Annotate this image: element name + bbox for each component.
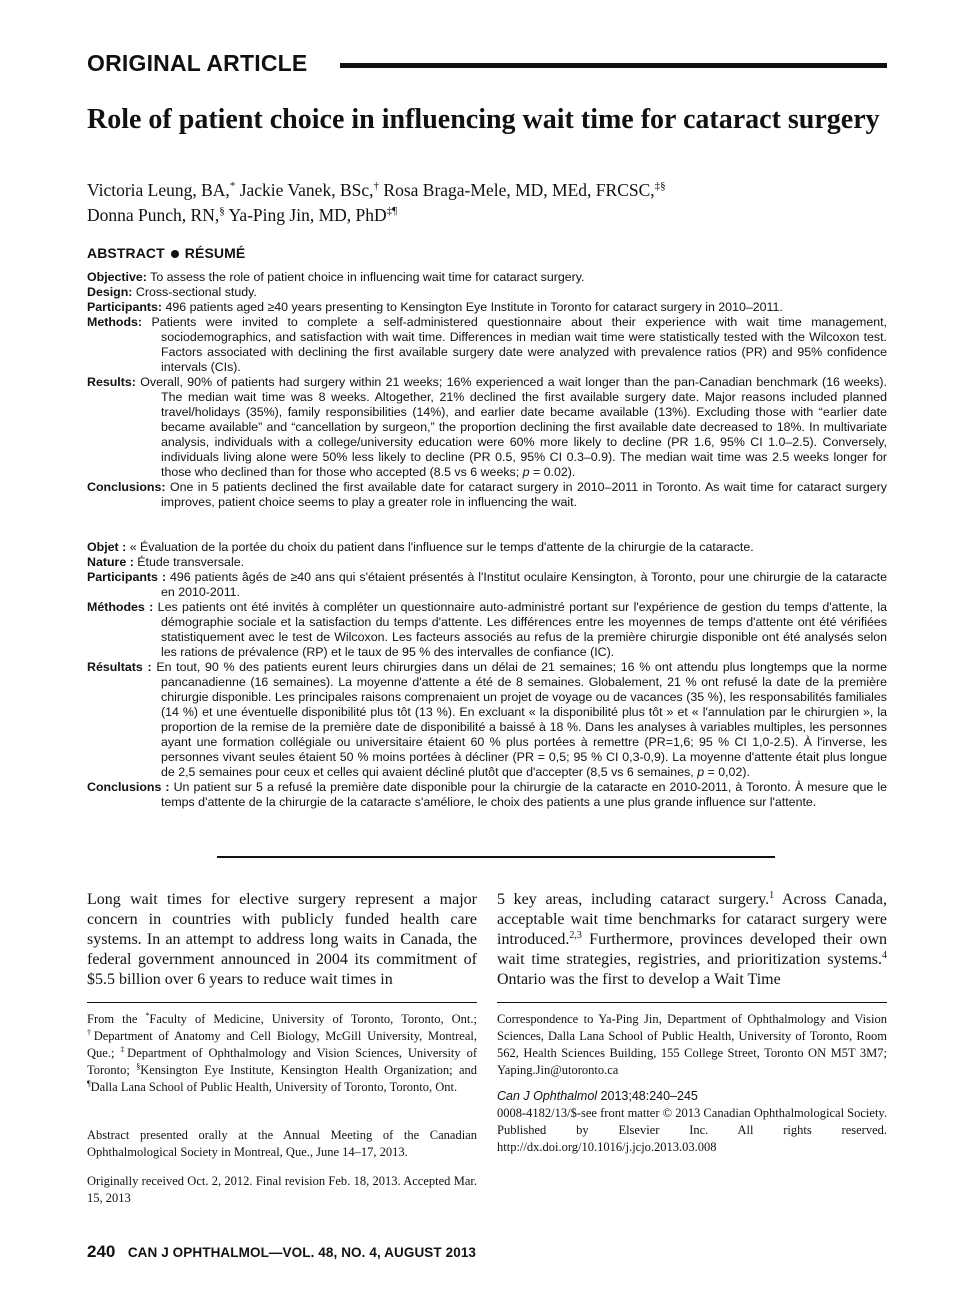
body-text: Ontario was the first to develop a Wait Time	[497, 971, 781, 988]
article-title: Role of patient choice in influencing wait time for cataract surgery	[87, 104, 880, 135]
abstract-conclusions	[87, 480, 887, 510]
footnote-text: Department of Ophthalmology and Vision Sciences, University of Toronto;	[87, 1046, 477, 1077]
abstract-methods	[87, 315, 887, 375]
bullet-icon	[171, 250, 179, 258]
resume-methodes	[87, 600, 887, 660]
author-affiliation-mark: §	[219, 205, 225, 217]
author-name: Ya-Ping Jin, MD, PhD	[228, 205, 387, 225]
author-affiliation-mark: †	[373, 180, 380, 192]
author-affiliation-mark: ‡¶	[386, 205, 398, 217]
abstract-text: En tout, 90 % des patients eurent leurs chirurgies dans un délai de 21 semaines; 16 % ont attendu plus longtemps que la norme pancanadienne (16 semaines). La moyenne d'attente a été de 8 semaines. Globalement, 21 % ont refusé la date de la première chirurgie disponible. Les principales raisons comprenaient un projet de voyage ou de vacances (35 %), les responsabilités familiales (14 %) et une éventuelle disponibilité plus tôt (13 %). En excluant « la disponibilité plus tôt » et « l'annulation par le chirurgien », la proportion de la remise de la première date de disponibilité a baissé à 18 %. Dans les analyses à variables multiples, les personnes ayant une formation collégiale ou universitaire étaient 60 % plus portées à remettre (PR=1,6; 95 % CI 1,0-2.5). À l'inverse, les personnes vivant seules étaient 50 % moins portées à décliner (PR = 0,5; 95 % CI 0,3-0,9). La moyenne d'attente était plus longue de 2,5 semaines pour ceux et celles qui avaient décliné plutôt que d'accepter (8,5 vs 6 semaines,	[156, 660, 887, 779]
resume-objet	[87, 540, 887, 555]
abstract-label: Results:	[87, 375, 136, 389]
copyright-doi: 0008-4182/13/$-see front matter © 2013 Canadian Ophthalmological Society. Published by Elsevier Inc. All rights reserved. http://dx.doi.org/10.1016/j.jcjo.2013.03.008	[497, 1106, 887, 1154]
footnote-text: Dalla Lana School of Public Health, University of Toronto, Toronto, Ont.	[90, 1080, 458, 1094]
reference-link[interactable]: 4	[882, 950, 887, 961]
header-rule	[340, 63, 887, 68]
abstract-text: = 0,02).	[704, 765, 750, 779]
abstract-heading	[87, 245, 245, 261]
abstract-label: Conclusions :	[87, 780, 170, 794]
p-value-symbol: p	[697, 765, 705, 779]
abstract-label: Participants:	[87, 300, 163, 314]
resume-conclusions	[87, 780, 887, 810]
abstract-text: Patients were invited to complete a self-administered questionnaire about their experience with wait time management, sociodemographics, and satisfaction with wait time. Differences in median wait time were statistically tested with the Wilcoxon test. Factors associated with declining the first available surgery date were analyzed with prevalence ratios (PR) and 95% confidence intervals (CIs).	[151, 315, 887, 374]
abstract-label: Conclusions:	[87, 480, 166, 494]
abstract-participants	[87, 300, 887, 315]
section-label: ORIGINAL ARTICLE	[87, 50, 308, 76]
p-value-symbol: p	[522, 465, 530, 479]
author-affiliation-mark: *	[229, 180, 236, 192]
abstract-text: Les patients ont été invités à compléter un questionnaire auto-administré portant sur l'expérience de gestion du temps d'attente, la démographie sociale et la satisfaction du temps d'attente. Les différences entre les moyennes de temps d'attente ont été vérifiées statistiquement avec le test de Wilcoxon. Les facteurs associés au refus de la première chirurgie disponible ont été analysés selon les rations de prévalence (RP) et le taux de 95 % des intervalles de confiance (IC).	[157, 600, 887, 659]
affiliation-mark: ¶	[87, 1079, 91, 1088]
affiliation-mark: †	[87, 1028, 94, 1037]
journal-citation	[497, 1088, 887, 1105]
journal-name: Can J Ophthalmol	[497, 1089, 598, 1103]
abstract-label: Methods:	[87, 315, 143, 329]
abstract-text: 496 patients âgés de ≥40 ans qui s'étaient présentés à l'Institut oculaire Kensington, à Toronto, pour une chirurgie de la cataracte en 2010-2011.	[161, 570, 887, 599]
abstract-divider	[217, 856, 775, 858]
presentation-note: Abstract presented orally at the Annual Meeting of the Canadian Ophthalmological Society in Montreal, Que., June 14–17, 2013.	[87, 1128, 477, 1159]
body-text: Across Canada, acceptable wait time benchmarks for cataract surgery were introduced.	[497, 891, 888, 948]
abstract-text: Overall, 90% of patients had surgery within 21 weeks; 16% experienced a wait longer than the pan-Canadian benchmark (16 weeks). The median wait time was 8 weeks. Altogether, 21% declined the first available surgery date. Major reasons included planned travel/holidays (35%), family responsibilities (14%), and earlier date became available (13%). Excluding those with “earlier date became available” and “cancellation by surgeon,” the proportion declining the first available date decreased to 18%. In multivariate analysis, individuals with a college/university education were 60% more likely to decline (PR 1.6, 95% CI 1.0–2.5). Conversely, individuals living alone were 50% less likely to decline (PR 0.5, 95% CI 0.3–0.9). The median wait time was 2.5 weeks longer for those who declined than for those who accepted (8.5 vs 6 weeks;	[140, 375, 887, 479]
resume-participants	[87, 570, 887, 600]
abstract-text: « Évaluation de la portée du choix du patient dans l'influence sur le temps d'attente de la chirurgie de la cataracte.	[129, 540, 754, 554]
received-dates: Originally received Oct. 2, 2012. Final revision Feb. 18, 2013. Accepted Mar. 15, 2013	[87, 1174, 477, 1205]
footnote-text: Faculty of Medicine, University of Toronto, Toronto, Ont.;	[149, 1012, 477, 1026]
abstract-text: Étude transversale.	[137, 555, 245, 569]
resume-resultats	[87, 660, 887, 780]
body-text: Furthermore, provinces developed their own wait time strategies, registries, and prioritization systems.	[497, 931, 887, 968]
author-name: Jackie Vanek, BSc,	[239, 180, 374, 200]
abstract-label: Objet :	[87, 540, 127, 554]
author-name: Victoria Leung, BA,	[87, 180, 230, 200]
author-name: Rosa Braga-Mele, MD, MEd, FRCSC,	[383, 180, 655, 200]
abstract-label: Participants :	[87, 570, 166, 584]
abstract-text: = 0.02).	[529, 465, 576, 479]
journal-reference: 2013;48:240–245	[597, 1089, 698, 1103]
footnote-text: From the	[87, 1012, 146, 1026]
author-name: Donna Punch, RN,	[87, 205, 220, 225]
author-affiliation-mark: ‡§	[654, 180, 666, 192]
affiliation-mark: *	[145, 1011, 150, 1020]
affiliation-mark: §	[136, 1062, 141, 1071]
abstract-heading-fr: RÉSUMÉ	[184, 245, 246, 261]
section-header	[87, 50, 887, 80]
abstract-label: Méthodes :	[87, 600, 154, 614]
abstract-label: Objective:	[87, 270, 147, 284]
footnote-rule	[87, 1002, 477, 1003]
footer-journal-issue: CAN J OPHTHALMOL—VOL. 48, NO. 4, AUGUST 2013	[127, 1245, 477, 1260]
abstract-heading-en: ABSTRACT	[87, 245, 165, 261]
abstract-objective	[87, 270, 887, 285]
abstract-english	[87, 270, 887, 510]
footnote-text: Kensington Eye Institute, Kensington Health Organization; and	[140, 1063, 478, 1077]
abstract-text: Un patient sur 5 a refusé la première date disponible pour la chirurgie de la cataracte en 2010-2011, à Toronto. À mesure que le temps d'attente de la chirurgie de la cataracte s'améliore, le choix des patients a une plus grande influence sur l'attente.	[161, 780, 887, 809]
footnote-text: Department of Anatomy and Cell Biology, McGill University, Montreal, Que.;	[87, 1029, 478, 1060]
body-text-right	[497, 890, 887, 990]
reference-link[interactable]: 1	[769, 890, 775, 901]
author-list	[87, 178, 887, 228]
abstract-label: Nature :	[87, 555, 134, 569]
footnote-rule	[497, 1002, 887, 1003]
abstract-text: 496 patients aged ≥40 years presenting to Kensington Eye Institute in Toronto for cataract surgery in 2010–2011.	[165, 300, 783, 314]
body-text: 5 key areas, including cataract surgery.	[497, 891, 770, 908]
abstract-label: Résultats :	[87, 660, 152, 674]
reference-link[interactable]: 2,3	[569, 930, 582, 941]
abstract-design	[87, 285, 887, 300]
abstract-text: Cross-sectional study.	[135, 285, 257, 299]
abstract-text: To assess the role of patient choice in influencing wait time for cataract surgery.	[150, 270, 585, 284]
body-text-left: Long wait times for elective surgery represent a major concern in countries with publicly funded health care systems. In an attempt to address long waits in Canada, the federal government announced in 2004 its commitment of $5.5 billion over 6 years to reduce wait times in	[87, 891, 477, 988]
page-footer	[87, 1242, 476, 1262]
affiliation-mark: ‡	[120, 1045, 128, 1054]
resume-nature	[87, 555, 887, 570]
page-number: 240	[87, 1242, 116, 1261]
abstract-french	[87, 540, 887, 810]
abstract-text: One in 5 patients declined the first available date for cataract surgery in 2010–2011 in Toronto. As wait time for cataract surgery improves, patient choice seems to play a greater role in influencing the wait.	[161, 480, 887, 509]
abstract-results	[87, 375, 887, 480]
abstract-label: Design:	[87, 285, 133, 299]
affiliations-footnote	[87, 1011, 477, 1096]
correspondence-note: Correspondence to Ya-Ping Jin, Department of Ophthalmology and Vision Sciences, Dalla Lana School of Public Health, University of Toronto, Room 562, Health Sciences Building, 155 College Street, Toronto ON M5T 3M7; Yaping.Jin@utoronto.ca	[497, 1012, 887, 1077]
